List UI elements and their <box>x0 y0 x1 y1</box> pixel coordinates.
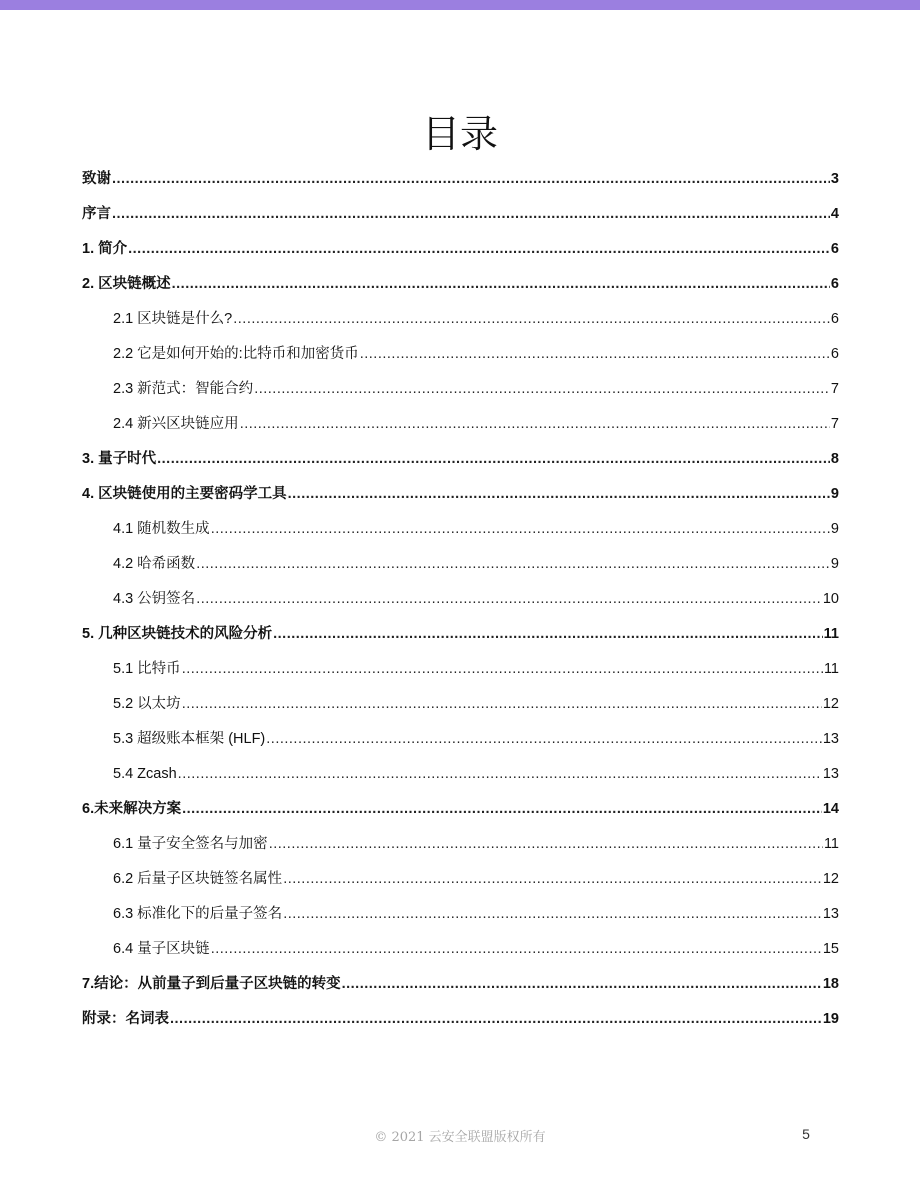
toc-entry-page: 11 <box>823 626 839 642</box>
toc-entry-page: 11 <box>823 836 839 852</box>
toc-subentry[interactable] <box>82 328 839 363</box>
toc-dot-leader <box>170 1010 822 1028</box>
toc-entry-page: 6 <box>830 241 839 257</box>
toc-subentry[interactable] <box>82 818 839 853</box>
page-title: 目录 <box>421 112 498 156</box>
toc-entry-page: 19 <box>822 1011 839 1027</box>
footer-copyright: © 2021 云安全联盟版权所有 <box>374 1130 546 1145</box>
toc-entry-label: 2.1 区块链是什么? <box>113 311 233 327</box>
toc-entry-page: 4 <box>830 206 839 222</box>
toc-entry-page: 7 <box>830 381 839 397</box>
toc-entry[interactable] <box>82 783 839 818</box>
toc-dot-leader <box>283 905 822 923</box>
toc-subentry[interactable] <box>82 538 839 573</box>
toc-subentry[interactable] <box>82 398 839 433</box>
toc-entry-label: 6.4 量子区块链 <box>113 941 210 957</box>
table-of-contents <box>82 153 839 1028</box>
toc-subentry[interactable] <box>82 888 839 923</box>
toc-entry-page: 10 <box>822 591 839 607</box>
toc-entry[interactable] <box>82 433 839 468</box>
toc-entry[interactable] <box>82 608 839 643</box>
toc-entry[interactable] <box>82 993 839 1028</box>
toc-dot-leader <box>182 800 822 818</box>
toc-entry-page: 6 <box>830 311 839 327</box>
toc-entry-label: 5.1 比特币 <box>113 661 181 677</box>
toc-dot-leader <box>269 835 823 853</box>
toc-entry-page: 15 <box>822 941 839 957</box>
toc-entry-label: 4.3 公钥签名 <box>113 591 196 607</box>
toc-subentry[interactable] <box>82 643 839 678</box>
toc-dot-leader <box>211 520 830 538</box>
toc-subentry[interactable] <box>82 748 839 783</box>
toc-dot-leader <box>240 415 830 433</box>
toc-entry-label: 6.1 量子安全签名与加密 <box>113 836 268 852</box>
toc-entry-label: 5.4 Zcash <box>113 766 177 782</box>
toc-entry-page: 8 <box>830 451 839 467</box>
toc-entry-label: 3. 量子时代 <box>82 451 157 467</box>
toc-subentry[interactable] <box>82 503 839 538</box>
toc-entry-page: 3 <box>830 171 839 187</box>
toc-subentry[interactable] <box>82 923 839 958</box>
toc-entry-label: 5. 几种区块链技术的风险分析 <box>82 626 273 642</box>
toc-dot-leader <box>172 275 830 293</box>
toc-entry-label: 6.3 标准化下的后量子签名 <box>113 906 283 922</box>
toc-subentry[interactable] <box>82 713 839 748</box>
toc-entry-label: 5.3 超级账本框架 (HLF) <box>113 731 266 747</box>
toc-dot-leader <box>254 380 830 398</box>
toc-dot-leader <box>196 590 822 608</box>
toc-entry-label: 6.2 后量子区块链签名属性 <box>113 871 283 887</box>
toc-entry-label: 4.1 随机数生成 <box>113 521 210 537</box>
toc-subentry[interactable] <box>82 573 839 608</box>
toc-subentry[interactable] <box>82 293 839 328</box>
toc-entry[interactable] <box>82 153 839 188</box>
toc-dot-leader <box>273 625 823 643</box>
toc-dot-leader <box>112 205 830 223</box>
toc-dot-leader <box>128 240 830 258</box>
toc-entry-label: 1. 简介 <box>82 241 128 257</box>
toc-dot-leader <box>211 940 822 958</box>
toc-dot-leader <box>342 975 822 993</box>
toc-entry-label: 2.4 新兴区块链应用 <box>113 416 239 432</box>
toc-entry-page: 9 <box>830 486 839 502</box>
toc-subentry[interactable] <box>82 853 839 888</box>
toc-entry[interactable] <box>82 468 839 503</box>
top-accent-bar <box>0 0 920 10</box>
toc-entry-page: 6 <box>830 346 839 362</box>
toc-dot-leader <box>196 555 830 573</box>
toc-entry-label: 序言 <box>82 206 111 222</box>
toc-entry-label: 附录：名词表 <box>82 1011 169 1027</box>
toc-entry-label: 6.未来解决方案 <box>82 801 182 817</box>
toc-dot-leader <box>360 345 830 363</box>
toc-entry-page: 18 <box>822 976 839 992</box>
toc-entry-label: 7.结论：从前量子到后量子区块链的转变 <box>82 976 341 992</box>
toc-entry-label: 2.3 新范式：智能合约 <box>113 381 254 397</box>
toc-subentry[interactable] <box>82 363 839 398</box>
toc-dot-leader <box>283 870 822 888</box>
toc-entry-page: 13 <box>822 906 839 922</box>
footer-page-number: 5 <box>802 1126 810 1142</box>
toc-entry[interactable] <box>82 223 839 258</box>
toc-entry-page: 13 <box>822 766 839 782</box>
toc-dot-leader <box>182 695 822 713</box>
toc-dot-leader <box>182 660 823 678</box>
toc-subentry[interactable] <box>82 678 839 713</box>
toc-entry-label: 2.2 它是如何开始的:比特币和加密货币 <box>113 346 359 362</box>
toc-entry[interactable] <box>82 258 839 293</box>
toc-dot-leader <box>178 765 822 783</box>
toc-entry-label: 2. 区块链概述 <box>82 276 171 292</box>
toc-dot-leader <box>112 170 830 188</box>
toc-dot-leader <box>157 450 830 468</box>
toc-entry[interactable] <box>82 188 839 223</box>
toc-entry-label: 4.2 哈希函数 <box>113 556 196 572</box>
toc-entry-label: 4. 区块链使用的主要密码学工具 <box>82 486 287 502</box>
toc-entry-page: 11 <box>823 661 839 677</box>
toc-dot-leader <box>266 730 822 748</box>
toc-dot-leader <box>288 485 830 503</box>
toc-entry[interactable] <box>82 958 839 993</box>
toc-entry-page: 6 <box>830 276 839 292</box>
toc-entry-page: 12 <box>822 696 839 712</box>
toc-entry-label: 致谢 <box>82 171 111 187</box>
toc-entry-page: 13 <box>822 731 839 747</box>
toc-entry-page: 12 <box>822 871 839 887</box>
toc-entry-page: 9 <box>830 521 839 537</box>
toc-dot-leader <box>233 310 830 328</box>
toc-entry-page: 14 <box>822 801 839 817</box>
toc-entry-label: 5.2 以太坊 <box>113 696 181 712</box>
toc-entry-page: 9 <box>830 556 839 572</box>
toc-entry-page: 7 <box>830 416 839 432</box>
